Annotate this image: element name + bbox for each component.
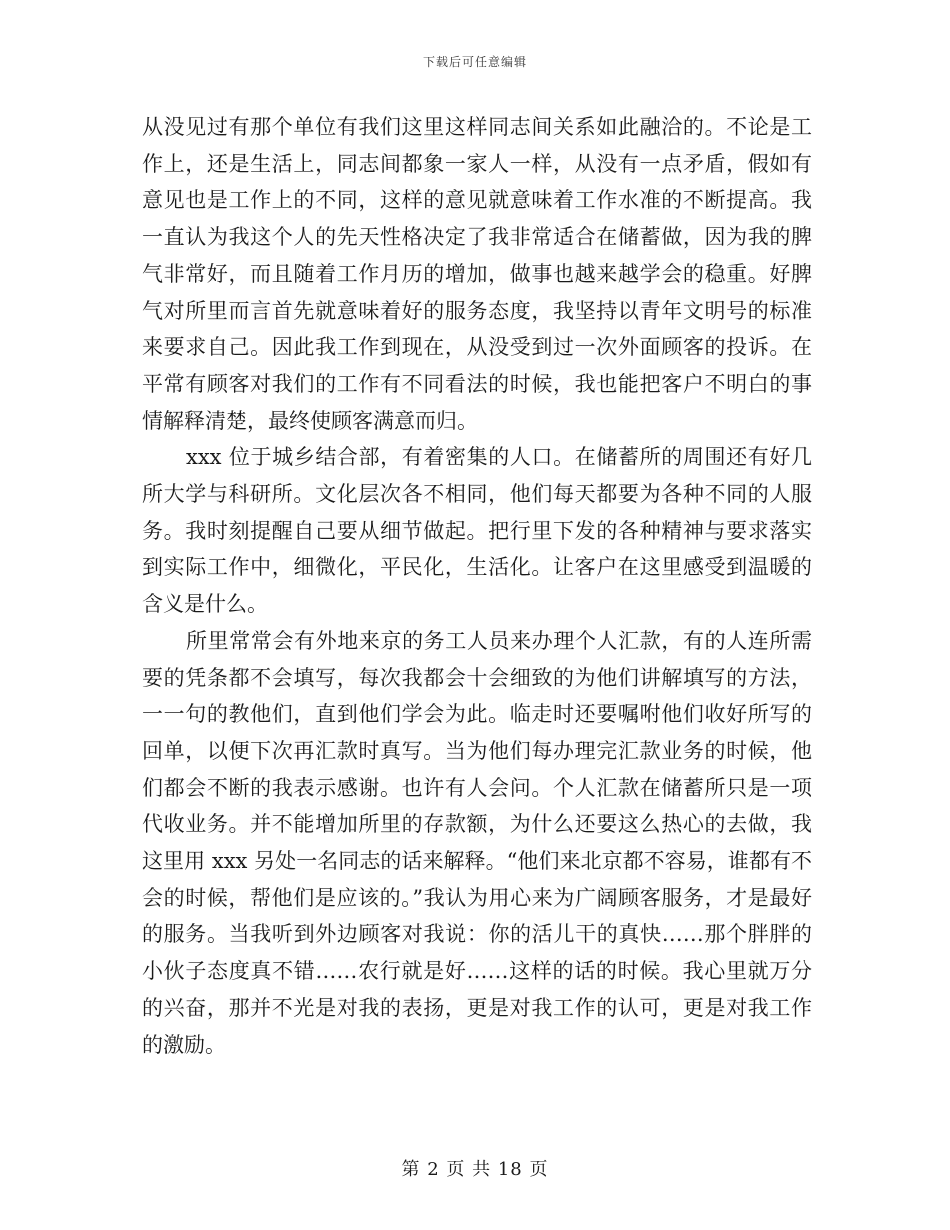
page-header: 下载后可任意编辑 (422, 55, 527, 69)
body-paragraph-2: xxx 位于城乡结合部，有着密集的人口。在储蓄所的周围还有好几所大学与科研所。文化层次各不相同，他们每天都要为各种不同的人服务。我时刻提醒自己要从细节做起。把行里下发的各种精神与要求落实到实际工作中，细微化，平民化，生活化。让客户在这里感受到温暖的含义是什么。 (142, 445, 812, 617)
body-paragraph-1: 从没见过有那个单位有我们这里这样同志间关系如此融洽的。不论是工作上，还是生活上，同志间都象一家人一样，从没有一点矛盾，假如有意见也是工作上的不同，这样的意见就意味着工作水准的不断提高。我一直认为我这个人的先天性格决定了我非常适合在储蓄做，因为我的脾气非常好，而且随着工作月历的增加，做事也越来越学会的稳重。好脾气对所里而言首先就意味着好的服务态度，我坚持以青年文明号的标准来要求自己。因此我工作到现在，从没受到过一次外面顾客的投诉。在平常有顾客对我们的工作有不同看法的时候，我也能把客户不明白的事情解释清楚，最终使顾客满意而归。 (142, 115, 812, 433)
body-paragraph-3: 所里常常会有外地来京的务工人员来办理个人汇款，有的人连所需要的凭条都不会填写，每次我都会十会细致的为他们讲解填写的方法，一一句的教他们，直到他们学会为此。临走时还要嘱咐他们收好所写的回单，以便下次再汇款时真写。当为他们每办理完汇款业务的时候，他们都会不断的我表示感谢。也许有人会问。个人汇款在储蓄所只是一项代收业务。并不能增加所里的存款额，为什么还要这么热心的去做，我这里用 xxx 另处一名同志的话来解释。“他们来北京都不容易，谁都有不会的时候，帮他们是应该的。”我认为用心来为广阔顾客服务，才是最好的服务。当我听到外边顾客对我说：你的活儿干的真快……那个胖胖的小伙子态度真不错……农行就是好……这样的话的时候。我心里就万分的兴奋，那并不光是对我的表扬，更是对我工作的认可，更是对我工作的激励。 (142, 628, 812, 1057)
document-body (142, 109, 812, 1063)
page-number-footer: 第 2 页 共 18 页 (401, 1159, 549, 1180)
